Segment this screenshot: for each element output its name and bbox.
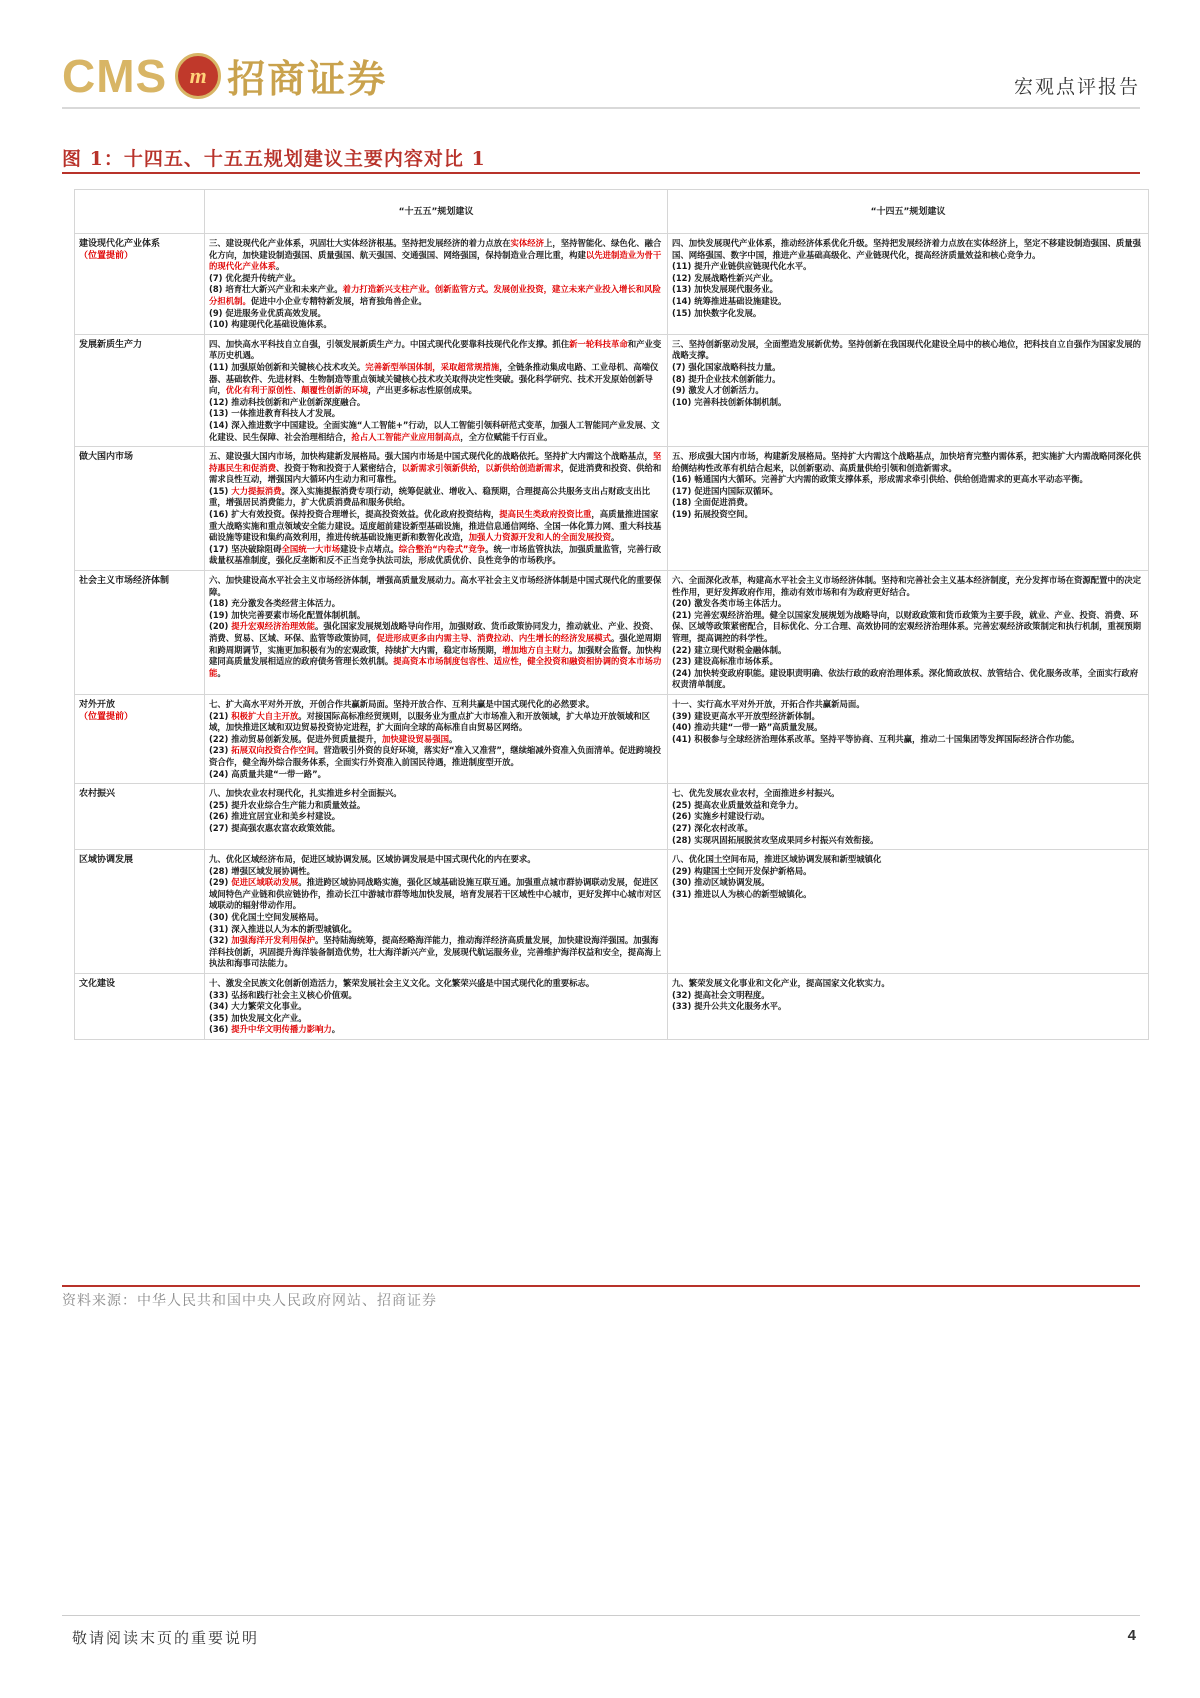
plan15-line [209,734,663,746]
text-segment: (26) 实施乡村建设行动。 [672,811,770,822]
highlighted-text: 提高资本市场制度包容性、适应性，健全投资和融资相协调的资本市场功能 [209,656,662,678]
text-segment: (9) 激发人才创新活力。 [672,385,764,396]
plan14-line [672,308,1144,320]
text-segment: (17) 促进国内国际双循环。 [672,485,778,496]
plan14-line [672,788,1144,800]
source-divider [62,1285,1140,1287]
plan15-line [209,769,663,781]
text-segment: (32) 提高社会文明程度。 [672,989,770,1000]
plan14-line [672,800,1144,812]
text-segment: (8) 培育壮大新兴产业和未来产业。 [209,284,343,295]
highlighted-text: 抢占人工智能产业应用制高点 [351,431,461,442]
text-segment: (23) 建设高标准市场体系。 [672,656,778,667]
text-segment: (34) 大力繁荣文化事业。 [209,1001,307,1012]
row-topic [75,447,205,571]
plan14-line [672,339,1144,362]
highlighted-text: 促进形成更多由内需主导、消费拉动、内生增长的经济发展模式 [376,633,611,643]
plan14-line [672,397,1144,409]
plan14-line [672,1001,1144,1013]
text-segment: (27) 深化农村改革。 [672,822,753,833]
plan14-line [672,598,1144,610]
text-segment: (7) 强化国家战略科技力量。 [672,361,781,372]
highlighted-text: 综合整治“内卷式”竞争 [398,543,486,554]
text-segment: 九、繁荣发展文化事业和文化产业，提高国家文化软实力。 [672,978,890,989]
plan15-line [209,273,663,285]
highlighted-text: 促进区域联动发展 [231,877,299,888]
text-segment: (14) 统筹推进基础设施建设。 [672,295,787,306]
text-segment: ，高质量推进国家重大战略实施和重点领域安全能力建设。适度超前建设新型基础设施，推进信息通信网络、全国一体化算力网、重大科技基础设施等建设和集约高效利用，推进传统基础设施更新和数智化改造， [209,509,662,543]
plan15-line [209,854,663,866]
plan15-line [209,711,663,734]
plan14-line [672,385,1144,397]
row-topic-label: 文化建设 [79,979,116,990]
plan15-line [209,1013,663,1025]
plan15-line [209,924,663,936]
plan14-line [672,734,1144,746]
plan14-line [672,284,1144,296]
header-topic [75,190,205,234]
text-segment: (20) 激发各类市场主体活力。 [672,598,787,609]
highlighted-text: 实体经济 [510,238,544,248]
row-topic-label: 建设现代化产业体系 [79,239,161,249]
plan14-line [672,668,1144,691]
plan15-line [209,800,663,812]
plan14-line [672,362,1144,374]
plan14-cell [668,334,1149,446]
plan14-line [672,699,1144,711]
row-topic [75,334,205,446]
text-segment: (9) 促进服务业优质高效发展。 [209,307,326,318]
text-segment: 六、加快建设高水平社会主义市场经济体制，增强高质量发展动力。高水平社会主义市场经济体制是中国式现代化的重要保障。 [209,575,662,597]
highlighted-text: 大力提振消费 [231,485,282,496]
text-segment: (29) 构建国土空间开发保护新格局。 [672,865,812,876]
text-segment: 。强化国家发展规划战略导向作用，加强财政、货币政策协同发力，推动就业、产业、投资、消费、贸易、区域、环保、监管等政策协同， [209,621,659,643]
plan15-line [209,788,663,800]
plan14-cell [668,784,1149,850]
plan15-line [209,408,663,420]
row-topic-label: 区域协调发展 [79,855,134,866]
text-segment: 促进中小企业专精特新发展，培育独角兽企业。 [250,295,427,306]
plan14-cell [668,234,1149,335]
table-row [75,850,1149,974]
text-segment: ，全链条推动集成电路、工业母机、高端仪器、基础软件、先进材料、生物制造等重点领域关键核心技术攻关取得决定性突破。强化科学研究、技术开发原始创新导向， [209,361,659,396]
plan14-line [672,978,1144,990]
row-topic [75,571,205,695]
plan15-cell [205,234,668,335]
plan15-line [209,339,663,362]
text-segment: (18) 充分激发各类经营主体活力。 [209,598,341,609]
highlighted-text: 加强海洋开发利用保护 [231,935,315,946]
plan15-line [209,598,663,610]
plan14-line [672,509,1144,521]
plan15-cell [205,974,668,1040]
text-segment: 三、建设现代化产业体系，巩固壮大实体经济根基。坚持把发展经济的着力点放在 [209,238,511,248]
plan15-cell [205,850,668,974]
plan14-line [672,854,1144,866]
plan14-line [672,866,1144,878]
table-body [75,234,1149,1040]
highlighted-text: 提升中华文明传播力影响力 [231,1024,332,1035]
footer-disclaimer-note: 敬请阅读末页的重要说明 [72,1629,260,1647]
highlighted-text: 新一轮科技革命 [569,338,628,349]
plan14-line [672,486,1144,498]
text-segment: (39) 建设更高水平开放型经济新体制。 [672,710,820,721]
page-number: 4 [1127,1627,1136,1644]
highlighted-text: 提升宏观经济治理效能 [231,621,315,632]
figure-title-divider [62,172,1140,174]
text-segment: 。统一市场监管执法，加强质量监管，完善行政裁量权基准制度，强化反垄断和反不正当竞争执法司法，形成优质优价、良性竞争的市场秩序。 [209,543,661,566]
highlighted-text: 提高民生类政府投资比重 [499,509,592,520]
text-segment: ，产出更多标志性原创成果。 [368,385,477,396]
page-header [62,42,1140,106]
footer-divider [62,1615,1140,1616]
highlighted-text: 以先进制造业为骨干的现代化产业体系 [209,249,662,272]
plan14-line [672,645,1144,657]
text-segment: 五、建设强大国内市场，加快构建新发展格局。强大国内市场是中国式现代化的战略依托。坚持扩大内需这个战略基点， [209,451,653,462]
plan14-line [672,711,1144,723]
plan14-line [672,474,1144,486]
row-topic-label: 社会主义市场经济体制 [79,576,170,587]
plan15-line [209,745,663,768]
highlighted-text: 积极扩大自主开放 [231,710,299,721]
text-segment: 十、激发全民族文化创新创造活力，繁荣发展社会主义文化。文化繁荣兴盛是中国式现代化的重要标志。 [209,978,595,989]
figure-title: 图 1：十四五、十五五规划建议主要内容对比 1 [62,148,486,170]
text-segment: (12) 推动科技创新和产业创新深度融合。 [209,396,366,407]
text-segment: (14) 深入推进数字中国建设。全面实施“人工智能+”行动，以人工智能引领科研范式变革，加强人工智能同产业发展、文化建设、民生保障、社会治理相结合， [209,419,660,442]
text-segment: 十一、实行高水平对外开放，开拓合作共赢新局面。 [672,698,865,709]
plan14-line [672,451,1144,474]
table-row [75,334,1149,446]
plan15-line [209,978,663,990]
text-segment: 建设卡点堵点。 [340,543,399,554]
text-segment: (33) 提升公共文化服务水平。 [672,1001,787,1012]
text-segment: 和产业变革历史机遇。 [209,338,662,361]
highlighted-text: 着力打造新兴支柱产业。创新监管方式。发展创业投资，建立未来产业投入增长和风险分担机制。 [209,284,661,306]
plan15-line [209,451,663,486]
text-segment: (16) 畅通国内大循环。完善扩大内需的政策支撑体系，形成需求牵引供给、供给创造需求的更高水平动态平衡。 [672,474,1088,485]
plan15-line [209,1024,663,1036]
text-segment: 上，坚持智能化、绿色化、融合化方向，加快建设制造强国、质量强国、航天强国、交通强国、网络强国，保持制造业合理比重，构建 [209,238,662,260]
plan14-cell [668,694,1149,783]
plan14-line [672,273,1144,285]
highlighted-text: 优化有利于原创性、颠覆性创新的环境 [225,385,369,396]
table-row [75,974,1149,1040]
text-segment: (24) 高质量共建“一带一路”。 [209,768,326,779]
plan14-line [672,238,1144,261]
plan15-line [209,990,663,1002]
text-segment: (11) 提升产业链供应链现代化水平。 [672,261,812,272]
text-segment: (25) 提高农业质量效益和竞争力。 [672,799,804,810]
table-header-row [75,190,1149,234]
text-segment: (36) [209,1024,232,1035]
text-segment: (19) 加快完善要素市场化配置体制机制。 [209,609,366,620]
row-topic [75,234,205,335]
text-segment: 四、加快高水平科技自立自强，引领发展新质生产力。中国式现代化要靠科技现代化作支撑。抓住 [209,338,570,349]
plan15-line [209,811,663,823]
plan14-line [672,296,1144,308]
text-segment: 。坚持陆海统筹，提高经略海洋能力，推动海洋经济高质量发展，加快建设海洋强国。加强海洋科技创新，巩固提升海洋装备制造优势，壮大海洋新兴产业，发展现代航运服务业，完善维护海洋权益和安全，提高海上执法和海事司法能力。 [209,935,662,969]
text-segment: (24) 加快转变政府职能。建设职责明确、依法行政的政府治理体系。深化简政放权、放管结合、优化服务改革，全面实行政府权责清单制度。 [672,667,1139,690]
text-segment: 。强化逆周期和跨周期调节，实施更加积极有为的宏观政策，持续扩大内需，稳定市场预期， [209,633,662,655]
plan15-line [209,610,663,622]
text-segment: (25) 提升农业综合生产能力和质量效益。 [209,799,366,810]
highlighted-text: 增加地方自主财力 [502,644,570,655]
table-row [75,784,1149,850]
plan14-line [672,990,1144,1002]
plan14-line [672,610,1144,645]
text-segment: (11) 加强原始创新和关键核心技术攻关。 [209,361,366,372]
header-divider [62,107,1140,109]
text-segment: (41) 积极参与全球经济治理体系改革。坚持平等协商、互利共赢，推动二十国集团等发挥国际经济合作功能。 [672,733,1080,744]
plan14-line [672,823,1144,835]
plan15-line [209,877,663,912]
text-segment: (19) 拓展投资空间。 [672,509,753,520]
plan14-line [672,811,1144,823]
text-segment: 。 [611,532,620,543]
plan15-line [209,486,663,509]
text-segment: (20) [209,621,232,632]
row-topic-label: 对外开放 [79,699,116,710]
text-segment: (31) 深入推进以人为本的新型城镇化。 [209,923,357,934]
header-plan14: “十四五”规划建议 [668,190,1149,234]
text-segment: (23) [209,745,232,756]
highlighted-text: 坚持惠民生和促消费 [209,451,662,473]
text-segment: 六、全面深化改革，构建高水平社会主义市场经济体制。坚持和完善社会主义基本经济制度，充分发挥市场在资源配置中的决定性作用，更好发挥政府作用，推动有效市场和有为政府更好结合。 [672,575,1141,597]
row-topic [75,974,205,1040]
text-segment: (10) 完善科技创新体制机制。 [672,396,787,407]
text-segment: (30) 推动区域协调发展。 [672,877,770,888]
text-segment: 、投资于物和投资于人紧密结合， [276,462,402,473]
plan14-line [672,877,1144,889]
table-row [75,694,1149,783]
header-plan15: “十五五”规划建议 [205,190,668,234]
row-topic [75,784,205,850]
text-segment: 九、优化区域经济布局，促进区域协调发展。区域协调发展是中国式现代化的内在要求。 [209,854,536,865]
text-segment: 。营造吸引外资的良好环境，落实好“准入又准营”，继续缩减外资准入负面清单。促进跨境投资合作，健全海外综合服务体系，全面实行外资准入前国民待遇，推进制度型开放。 [209,745,661,767]
text-segment: (16) 扩大有效投资。保持投资合理增长，提高投资效益。优化政府投资结构， [209,509,500,520]
text-segment: (30) 优化国土空间发展格局。 [209,912,324,923]
plan15-line [209,866,663,878]
logo-cms-text: CMS [62,49,168,102]
plan15-line [209,823,663,835]
plan15-line [209,308,663,320]
text-segment: (31) 推进以人为核心的新型城镇化。 [672,888,812,899]
text-segment: (26) 推进宜居宜业和美乡村建设。 [209,811,341,822]
text-segment: 四、加快发展现代产业体系，推动经济体系优化升级。坚持把发展经济着力点放在实体经济上，坚定不移建设制造强国、质量强国、网络强国、数字中国，推进产业基础高级化、产业链现代化，提高经济质量效益和核心竞争力。 [672,238,1141,260]
text-segment: (8) 提升企业技术创新能力。 [672,373,781,384]
logo-chinese-name: 招商证券 [227,56,388,101]
cms-logo [62,48,387,103]
plan15-line [209,362,663,397]
text-segment: 五、形成强大国内市场，构建新发展格局。坚持扩大内需这个战略基点，加快培育完整内需体系，把实施扩大内需战略同深化供给侧结构性改革有机结合起来，以创新驱动、高质量供给引领和创造新需求。 [672,451,1141,473]
plan15-line [209,1001,663,1013]
text-segment: (12) 发展战略性新兴产业。 [672,272,778,283]
highlighted-text: 拓展双向投资合作空间 [231,745,315,756]
plan14-line [672,374,1144,386]
text-segment: 。加强财会监督。加快构建同高质量发展相适应的政府债务管理长效机制。 [209,644,662,667]
plan15-cell [205,784,668,850]
row-topic-label: 发展新质生产力 [79,339,143,350]
plan14-line [672,261,1144,273]
text-segment: (22) 推动贸易创新发展。促进外贸质量提升， [209,733,382,744]
plan15-line [209,397,663,409]
highlighted-text: 完善新型举国体制，采取超常规措施 [365,361,500,372]
text-segment: 三、坚持创新驱动发展，全面塑造发展新优势。坚持创新在我国现代化建设全局中的核心地位，把科技自立自强作为国家发展的战略支撑。 [672,338,1141,361]
plan15-line [209,912,663,924]
report-type-label: 宏观点评报告 [1013,76,1140,98]
highlighted-text: 以新需求引领新供给，以新供给创造新需求 [401,462,561,473]
text-segment: (17) 坚决破除阻碍 [209,543,282,554]
text-segment: (28) 实现巩固拓展脱贫攻坚成果同乡村振兴有效衔接。 [672,834,879,845]
text-segment: (32) [209,935,232,946]
text-segment: 八、加快农业农村现代化，扎实推进乡村全面振兴。 [209,788,402,799]
text-segment: 七、优先发展农业农村，全面推进乡村振兴。 [672,788,840,799]
text-segment: (21) [209,710,232,721]
text-segment: 。推进跨区域协同战略实施，强化区域基础设施互联互通。加强重点城市群协调联动发展，促进区域间特色产业链和供应链协作，推动长江中游城市群等地加快发展，培育发展若干区域性中心城市，更好发挥中心城市对区域联动的辐射带动作用。 [209,877,662,911]
plan14-line [672,656,1144,668]
highlighted-text: 全国统一大市场 [281,543,341,554]
text-segment: ，全方位赋能千行百业。 [460,431,553,442]
table-row [75,234,1149,335]
plan14-cell [668,571,1149,695]
plan14-cell [668,974,1149,1040]
logo-badge-icon: m [175,53,221,99]
comparison-table [74,189,1149,1040]
plan14-line [672,722,1144,734]
plan15-line [209,621,663,679]
plan15-line [209,699,663,711]
plan15-line [209,935,663,970]
row-topic [75,850,205,974]
text-segment: (29) [209,877,232,888]
plan15-line [209,238,663,273]
text-segment: 八、优化国土空间布局，推进区域协调发展和新型城镇化 [672,854,882,865]
plan15-cell [205,334,668,446]
text-segment: (33) 弘扬和践行社会主义核心价值观。 [209,989,357,1000]
text-segment: 。对接国际高标准经贸规则，以服务业为重点扩大市场准入和开放领域，扩大单边开放领域和区域，加快推进区域和双边贸易投资协定进程，扩大面向全球的高标准自由贸易区网络。 [209,710,650,733]
data-source: 资料来源：中华人民共和国中央人民政府网站、招商证券 [62,1293,437,1309]
text-segment: (13) 加快发展现代服务业。 [672,284,778,295]
text-segment: (15) [209,485,232,496]
plan15-cell [205,571,668,695]
text-segment: (40) 推动共建“一带一路”高质量发展。 [672,722,823,733]
text-segment: (21) 完善宏观经济治理。健全以国家发展规划为战略导向，以财政政策和货币政策为主要手段，就业、产业、投资、消费、环保、区域等政策紧密配合，目标优化、分工合理、高效协同的宏观经济治理体系。完善宏观经济政策制定和执行机制，重视预期管理，提高调控的科学性。 [672,609,1141,643]
plan14-cell [668,447,1149,571]
row-topic-label: 做大国内市场 [79,452,134,463]
plan15-line [209,575,663,598]
text-segment: ，促进消费和投资、供给和需求良性互动，增强国内大循环内生动力和可靠性。 [209,462,662,485]
plan15-line [209,420,663,443]
text-segment: 。 [448,733,458,744]
text-segment: 。 [217,667,226,678]
plan14-cell [668,850,1149,974]
text-segment: (10) 构建现代化基础设施体系。 [209,319,332,330]
plan14-line [672,497,1144,509]
text-segment: (27) 提高强农惠农富农政策效能。 [209,822,341,833]
row-topic-label: 农村振兴 [79,789,116,800]
plan15-line [209,319,663,331]
plan14-line [672,835,1144,847]
table-row [75,571,1149,695]
text-segment: (28) 增强区域发展协调性。 [209,865,315,876]
text-segment: (22) 建立现代财税金融体制。 [672,644,787,655]
highlighted-text: 加强人力资源开发和人的全面发展投资 [468,532,611,543]
text-segment: 七、扩大高水平对外开放，开创合作共赢新局面。坚持开放合作、互利共赢是中国式现代化的必然要求。 [209,698,595,709]
plan15-cell [205,447,668,571]
table-row [75,447,1149,571]
text-segment: 。深入实施提振消费专项行动，统筹促就业、增收入、稳预期，合理提高公共服务支出占财政支出比重，增强居民消费能力，扩大优质消费品和服务供给。 [209,485,650,508]
text-segment: (13) 一体推进教育科技人才发展。 [209,408,341,419]
plan14-line [672,575,1144,598]
highlighted-text: 加快建设贸易强国 [381,733,449,744]
text-segment: (18) 全面促进消费。 [672,497,753,508]
plan14-line [672,889,1144,901]
plan15-line [209,509,663,544]
text-segment: 。 [331,1024,341,1035]
text-segment: (7) 优化提升传统产业。 [209,272,301,283]
row-topic [75,694,205,783]
text-segment: (15) 加快数字化发展。 [672,307,762,318]
row-topic-note: （位置提前） [79,712,134,723]
plan15-cell [205,694,668,783]
plan15-line [209,284,663,307]
row-topic-note: （位置提前） [79,251,134,262]
text-segment: 。 [276,261,285,272]
plan15-line [209,544,663,567]
text-segment: (35) 加快发展文化产业。 [209,1012,307,1023]
